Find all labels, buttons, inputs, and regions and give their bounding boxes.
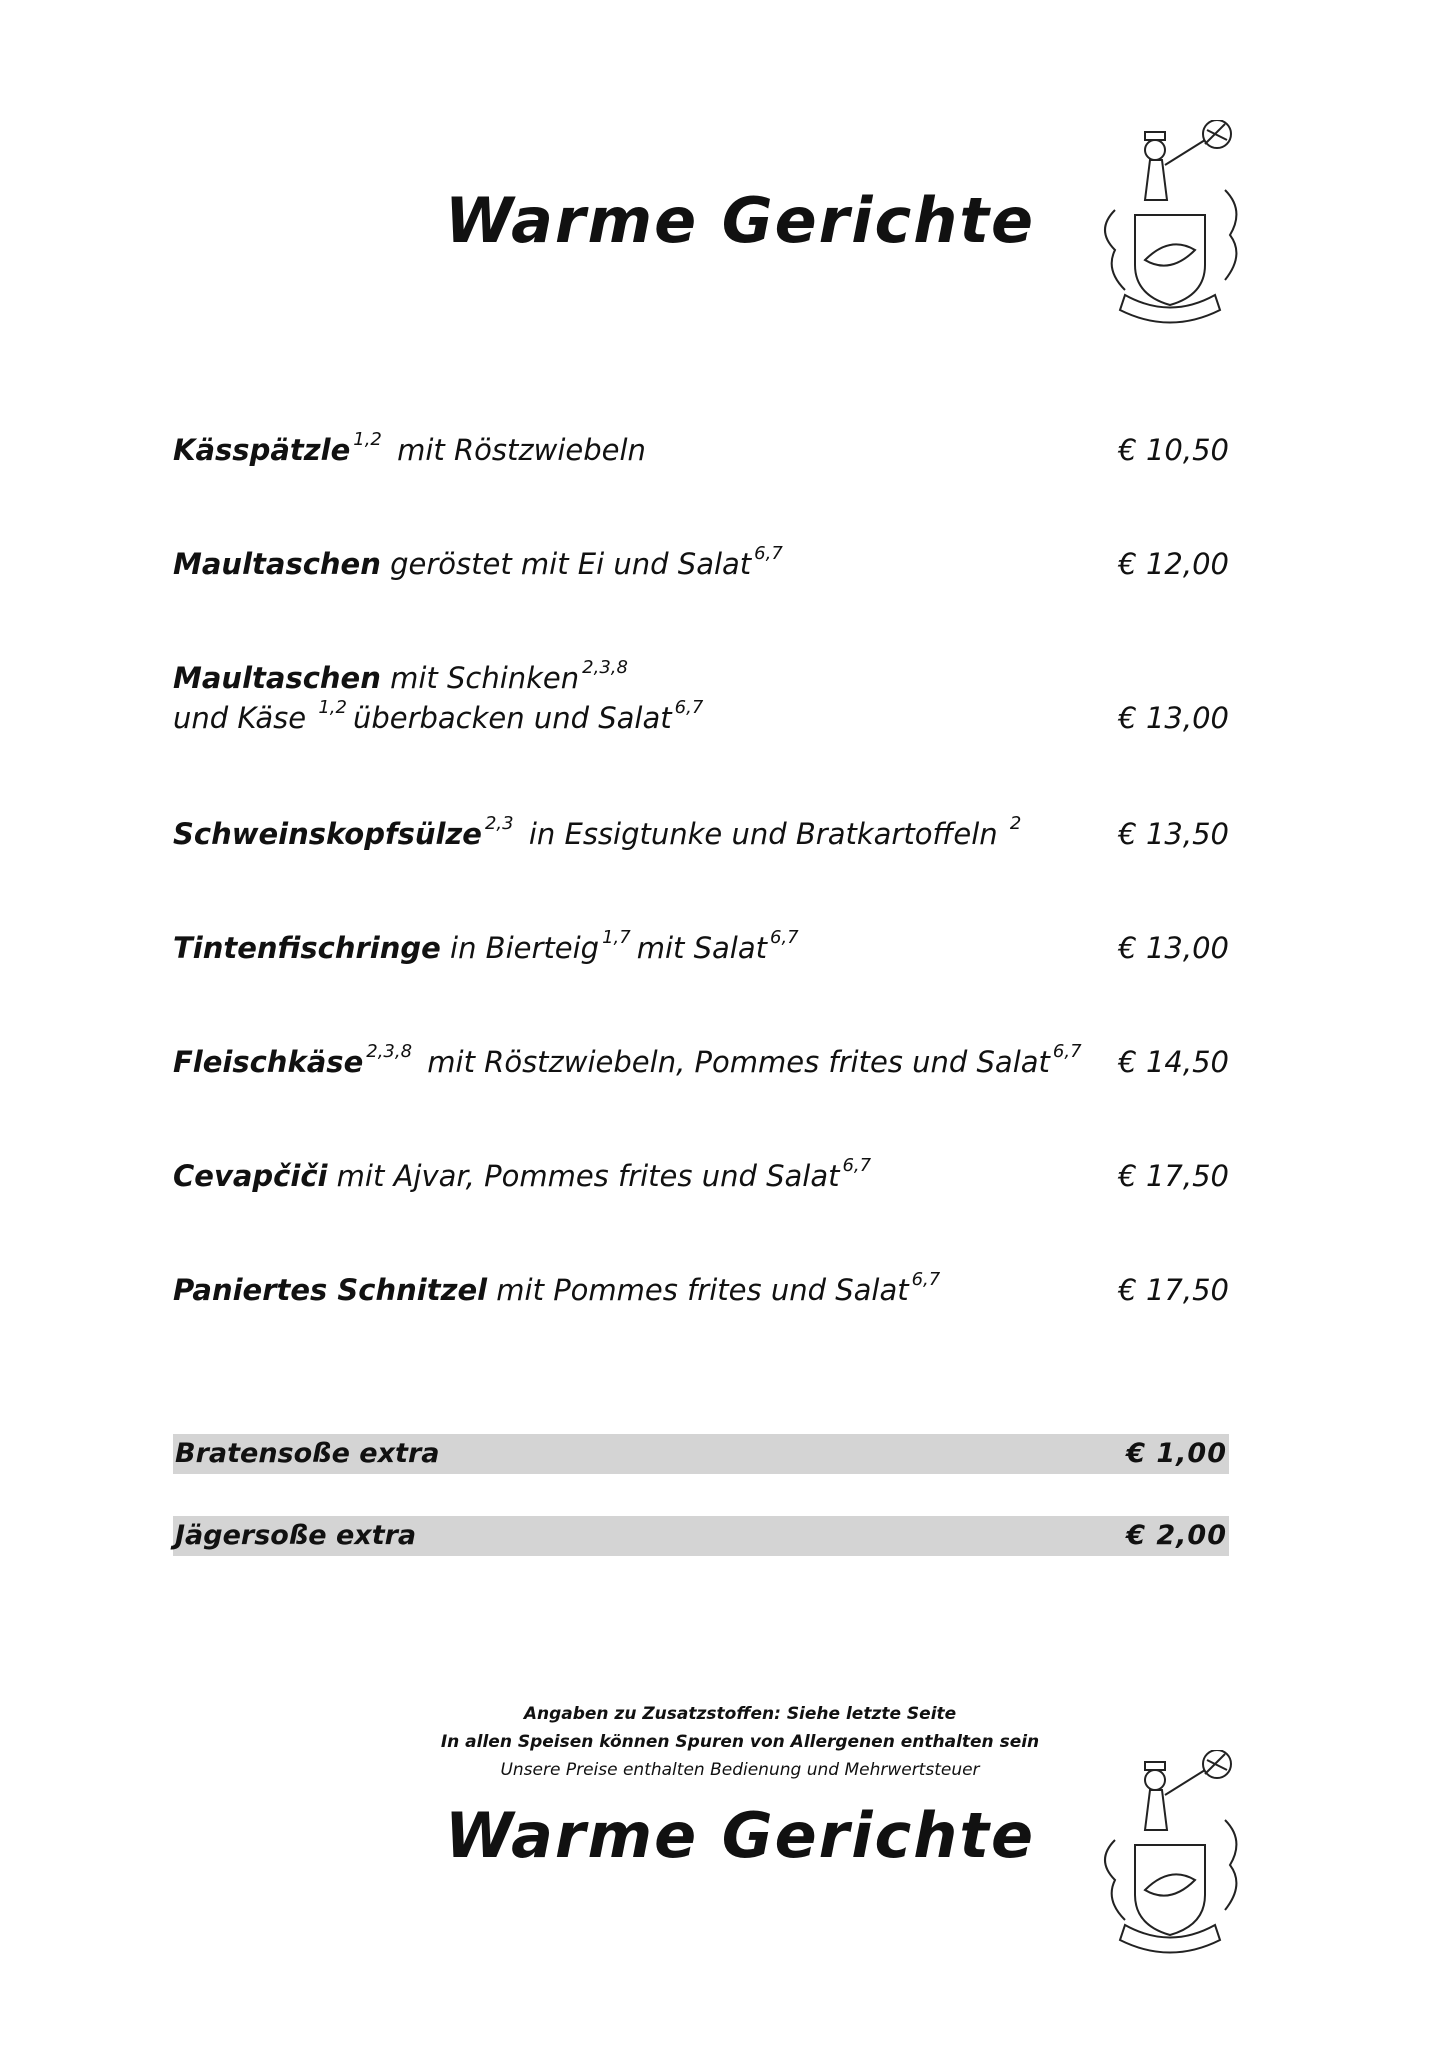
dish-description: mit Röstzwiebeln: [387, 433, 646, 467]
dish-name: Fleischkäse: [173, 1045, 364, 1079]
dish-price: € 17,50: [1118, 1159, 1229, 1193]
price-note: Unsere Preise enthalten Bedienung und Mehrwertsteuer: [500, 1760, 980, 1780]
additive-note: 1,2: [318, 697, 347, 719]
dish-price: € 14,50: [1118, 1045, 1229, 1079]
additive-note: 6,7: [1052, 1041, 1082, 1063]
additive-note: 1,7: [602, 927, 631, 949]
dish-description: mit Pommes frites und Salat: [487, 1273, 909, 1307]
fisherman-crest-icon: [1095, 120, 1245, 330]
footer-title: Warme Gerichte: [444, 1799, 1036, 1872]
dish-description: geröstet mit Ei und Salat: [380, 547, 752, 581]
additive-note: 2,3,8: [366, 1041, 413, 1063]
menu-item: [173, 430, 1229, 510]
dish-name: Schweinskopfsülze: [173, 817, 482, 851]
page-title: Warme Gerichte: [444, 184, 1036, 257]
additives-note: Angaben zu Zusatzstoffen: Siehe letzte Seite: [523, 1704, 957, 1724]
extra-item: [173, 1434, 1229, 1474]
extra-price: € 1,00: [1126, 1438, 1227, 1469]
dish-description: mit Schinken: [380, 661, 580, 695]
footer-notes: [380, 1700, 1100, 1784]
dish-price: € 17,50: [1118, 1273, 1229, 1307]
dish-price: € 13,50: [1118, 817, 1229, 851]
additive-note: 2,3,8: [582, 657, 628, 679]
extra-label: Jägersoße extra: [175, 1520, 417, 1551]
fisherman-crest-icon: [1095, 1750, 1245, 1960]
dish-name: Tintenfischringe: [173, 931, 441, 965]
menu-item: [173, 928, 1229, 1008]
dish-price: € 12,00: [1118, 547, 1229, 581]
menu-item: [173, 544, 1229, 624]
dish-name: Maultaschen: [173, 661, 381, 695]
menu-item: [173, 1156, 1229, 1236]
dish-name: Kässpätzle: [173, 433, 351, 467]
extra-item: [173, 1516, 1229, 1556]
dish-name: Maultaschen: [173, 547, 381, 581]
dish-description: mit Salat: [636, 931, 767, 965]
additive-note: 6,7: [754, 543, 783, 565]
allergen-note: In allen Speisen können Spuren von Allergenen enthalten sein: [440, 1732, 1040, 1752]
additive-note: 6,7: [674, 697, 704, 719]
additive-note: 1,2: [353, 429, 382, 451]
menu-item: [173, 658, 1229, 758]
additive-note: 6,7: [842, 1155, 872, 1177]
dish-name: Cevapčiči: [173, 1159, 328, 1193]
additive-note: 6,7: [770, 927, 799, 949]
menu-item: [173, 814, 1229, 894]
extra-label: Bratensoße extra: [175, 1438, 440, 1469]
menu-item: [173, 1270, 1229, 1350]
dish-description: in Bierteig: [440, 931, 600, 965]
additive-note: 2: [1009, 813, 1022, 835]
dish-price: € 13,00: [1118, 931, 1229, 965]
menu-item: [173, 1042, 1229, 1122]
dish-price: € 13,00: [1118, 701, 1229, 735]
additive-note: 2,3: [484, 813, 514, 835]
dish-price: € 10,50: [1118, 433, 1229, 467]
dish-description: mit Röstzwiebeln, Pommes frites und Salat: [418, 1045, 1050, 1079]
dish-description: in Essigtunke und Bratkartoffeln: [519, 817, 998, 851]
dish-description: mit Ajvar, Pommes frites und Salat: [327, 1159, 840, 1193]
dish-description: und Käse: [173, 701, 307, 735]
extra-price: € 2,00: [1126, 1520, 1227, 1551]
dish-description: überbacken und Salat: [352, 701, 672, 735]
dish-name: Paniertes Schnitzel: [173, 1273, 488, 1307]
additive-note: 6,7: [911, 1269, 941, 1291]
